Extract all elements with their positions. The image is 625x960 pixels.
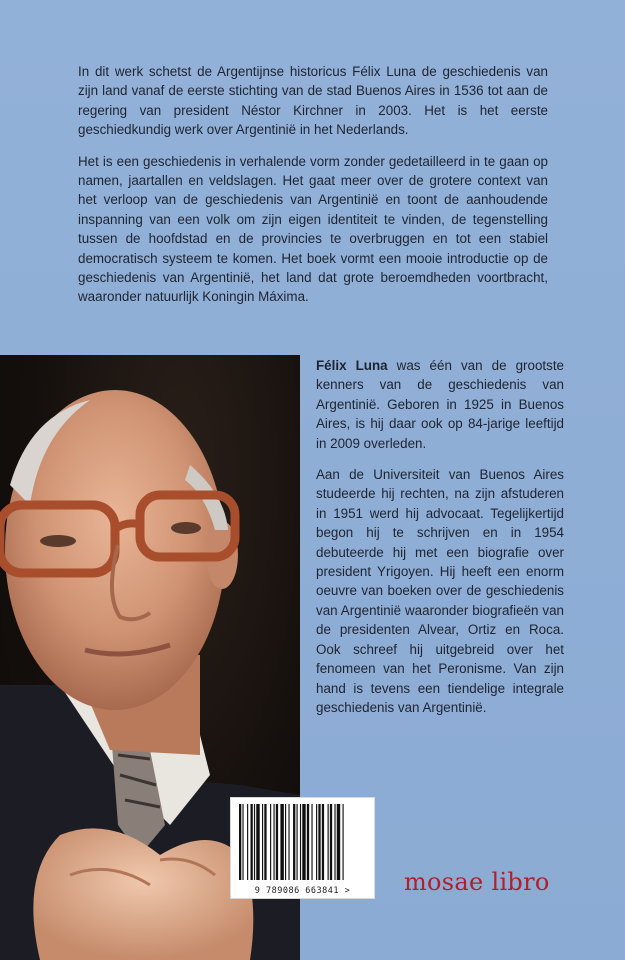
barcode-bars (231, 798, 374, 884)
isbn-barcode (230, 797, 375, 899)
intro-paragraph-1: In dit werk schetst de Argentijnse historicus Félix Luna de geschiedenis van zijn land vanaf de eerste stichting van de stad Buenos Aires in 1536 tot aan de regering van president Néstor Kirchner in 2003. Het is het eerste geschiedkundig werk over Argentinië in het Nederlands. (78, 64, 548, 138)
intro-paragraph-2: Het is een geschiedenis in verhalende vorm zonder gedetailleerd in te gaan op namen, jaartallen en veldslagen. Het gaat meer over de grotere context van het verloop van de geschiedenis van Argentinië en toont de aanhoudende inspanning van een volk om zijn eigen identiteit te vinden, de tegenstelling tussen de hoofdstad en de provincies te overbruggen en tot een stabiel democratisch systeem te komen. Het boek vormt een mooie introductie op de geschiedenis van Argentinië, het land dat grote beroemdheden voortbracht, waaronder natuurlijk Koningin Máxima. (78, 153, 548, 305)
intro-text (78, 62, 548, 319)
barcode-digits: 9 789086 663841 > (254, 886, 351, 896)
bio-paragraph-2: Aan de Universiteit van Buenos Aires studeerde hij rechten, na zijn afstuderen in 1951 werd hij advocaat. Tegelijkertijd begon hij te schrijven en in 1954 debuteerde hij met een biografie over president Yrigoyen. Hij heeft een enorm oeuvre van boeken over de geschiedenis van Argentinië waaronder biografieën van de presidenten Alvear, Ortiz en Roca. Ook schreef hij uitgebreid over het fenomeen van het Peronisme. Van zijn hand is tevens een tiendelige integrale geschiedenis van Argentinië. (316, 467, 564, 715)
bio-paragraph-1-text: was één van de grootste kenners van de geschiedenis van Argentinië. Geboren in 1925 in Buenos Aires, is hij daar ook op 84-jarige leeftijd in 2009 overleden. (316, 358, 564, 451)
author-name: Félix Luna (316, 358, 388, 373)
author-bio (316, 356, 564, 729)
publisher-logo: mosae libro (404, 868, 550, 896)
bio-paragraph-1 (316, 356, 564, 453)
